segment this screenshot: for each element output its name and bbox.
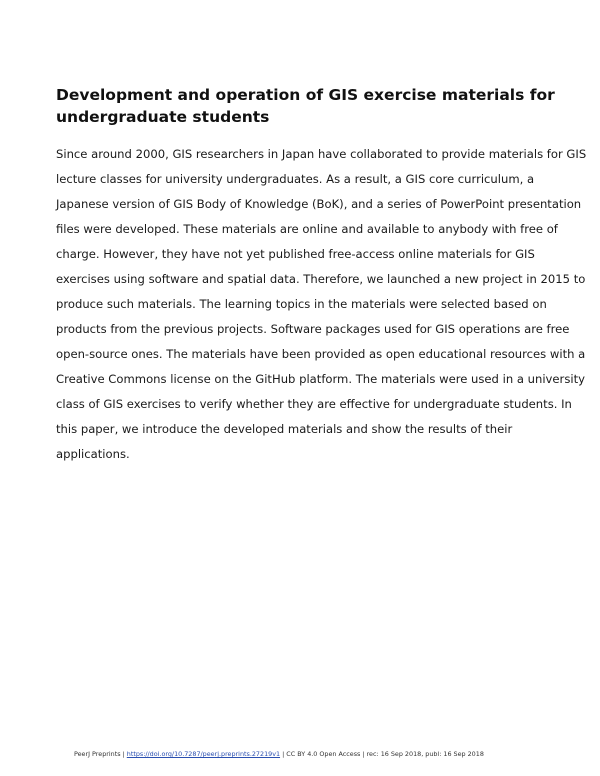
abstract-line: open-source ones. The materials have been provided as open educational resources with a (56, 347, 586, 361)
abstract-line: products from the previous projects. Software packages used for GIS operations are free (56, 322, 570, 336)
abstract-line: Since around 2000, GIS researchers in Japan have collaborated to provide materials for GIS (56, 147, 587, 161)
abstract-line: Creative Commons license on the GitHub platform. The materials were used in a university (56, 372, 585, 386)
title-line: undergraduate students (56, 108, 270, 126)
title-line: Development and operation of GIS exercise materials for (56, 86, 555, 104)
abstract-line: Japanese version of GIS Body of Knowledge (BoK), and a series of PowerPoint presentation (56, 197, 582, 211)
abstract-line: charge. However, they have not yet published free-access online materials for GIS (56, 247, 535, 261)
abstract-line: exercises using software and spatial data. Therefore, we launched a new project in 2015 to (56, 272, 586, 286)
abstract-line: lecture classes for university undergraduates. As a result, a GIS core curriculum, a (56, 172, 535, 186)
footer-license-dates: | CC BY 4.0 Open Access | rec: 16 Sep 2018, publ: 16 Sep 2018 (280, 750, 484, 758)
footer-prefix: PeerJ Preprints | (74, 750, 127, 758)
page-footer (74, 749, 574, 759)
paper-title (56, 84, 556, 128)
abstract-line: applications. (56, 447, 130, 461)
abstract-line: this paper, we introduce the developed materials and show the results of their (56, 422, 513, 436)
doi-link[interactable]: https://doi.org/10.7287/peerj.preprints.27219v1 (126, 750, 281, 758)
abstract-line: produce such materials. The learning topics in the materials were selected based on (56, 297, 547, 311)
abstract-line: files were developed. These materials are online and available to anybody with free of (56, 222, 558, 236)
abstract-line: class of GIS exercises to verify whether they are effective for undergraduate students. In (56, 397, 572, 411)
abstract-body (56, 142, 587, 467)
